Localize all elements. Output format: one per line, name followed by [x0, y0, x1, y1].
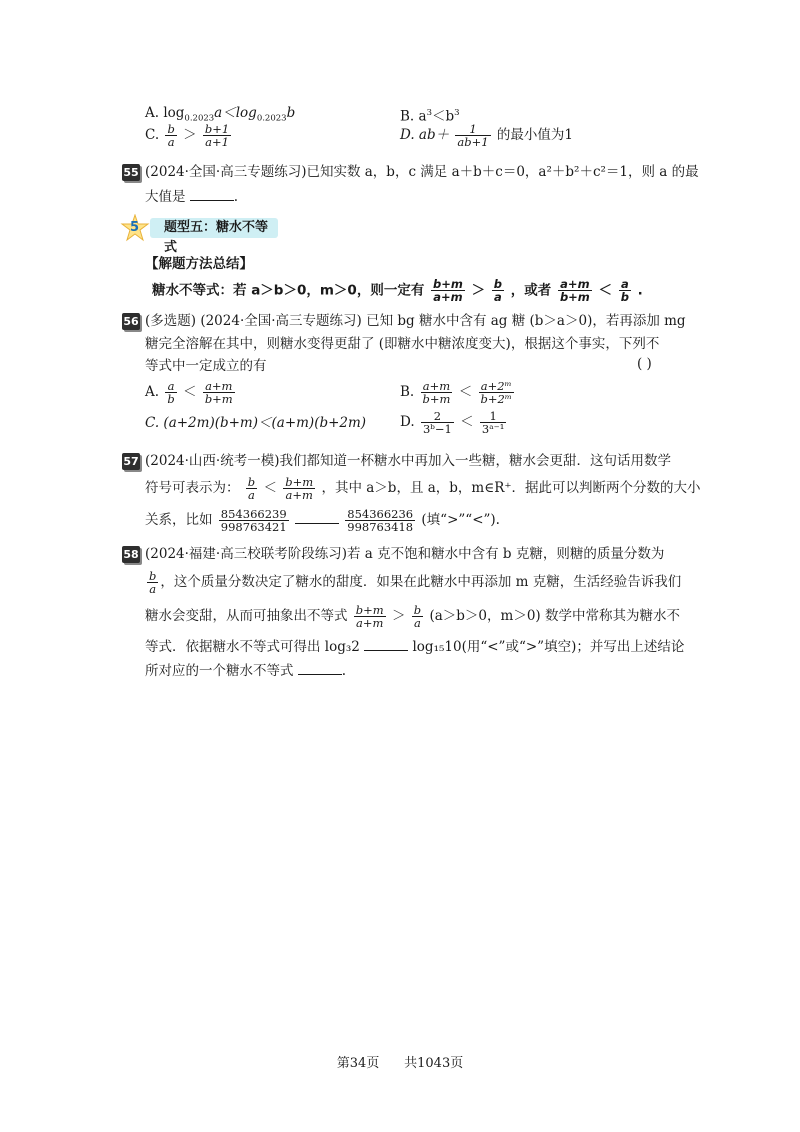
option-d-prev: D. ab＋ $\frac{1}{ab+1}$ 的最小值为1: [400, 122, 573, 149]
option-c-prev: C. $\frac{b}{a}$ ＞ $\frac{b+1}{a+1}$: [145, 122, 230, 149]
question-number-55: 55: [123, 166, 139, 179]
total-pages: 共1043页: [404, 1056, 464, 1071]
fraction: $\frac{b}{a}$: [149, 569, 157, 596]
q56-option-b: B. $\frac{a+m}{b+m}$ ＜ $\frac{\text{a+2ᵐ}}{\text{b+2ᵐ}}$: [400, 379, 512, 406]
q58-line4: 等式．依据糖水不等式可得出 log₃2 log₁₅10(用“<”或“>”填空)；并写出上述结论: [145, 636, 684, 657]
q55-line2: 大值是 .: [145, 186, 238, 207]
answer-blank[interactable]: [298, 660, 342, 675]
section-banner: [120, 214, 280, 255]
q56-option-d: D. $\frac{2}{\text{3ᵇ−1}}$ ＜ $\frac{1}{\text{3ᵃ⁻¹}}$: [400, 409, 505, 436]
fraction: $\frac{b}{a}$: [493, 277, 503, 304]
answer-blank[interactable]: [364, 636, 408, 651]
fraction: $\frac{a}{b}$: [167, 379, 175, 406]
fraction: $\frac{\text{a+2ᵐ}}{\text{b+2ᵐ}}$: [480, 379, 512, 406]
fraction: $\frac{b+1}{a+1}$: [204, 122, 230, 149]
q57-line3: 关系，比如 $\frac{854366239}{998763421}$ $\frac{854366236}{998763418}$ (填“>”“<”).: [145, 507, 500, 534]
q58-line5: 所对应的一个糖水不等式 .: [145, 660, 346, 681]
q56-line3: 等式中一定成立的有: [145, 358, 267, 374]
fraction: $\frac{2}{\text{3ᵇ−1}}$: [422, 409, 452, 436]
answer-paren[interactable]: ( ): [637, 356, 652, 372]
option-a-prev: A. $\log_{0.2023}a<\log_{0.2023}b$: [145, 105, 296, 124]
question-number-56: 56: [123, 315, 139, 328]
page-number: 第34页: [336, 1056, 380, 1071]
q57-line2: 符号可表示为： $\frac{b}{a}$ ＜ $\frac{b+m}{a+m}$ ，其中 a＞b，且 a，b，m∈R⁺．据此可以判断两个分数的大小: [145, 475, 701, 502]
fraction: $\frac{a+m}{b+m}$: [204, 379, 233, 406]
fraction: $\frac{a+m}{b+m}$: [559, 277, 590, 304]
q58-line2: $\frac{b}{a}$ ，这个质量分数决定了糖水的甜度．如果在此糖水中再添加 m 克糖，生活经验告诉我们: [149, 569, 682, 596]
fraction: $\frac{b}{a}$: [167, 122, 175, 149]
q57-line1: (2024·山西·统考一模)我们都知道一杯糖水中再加入一些糖，糖水会更甜．这句话用数学: [145, 453, 671, 469]
fraction: $\frac{b+m}{a+m}$: [433, 277, 463, 304]
fraction: $\frac{b+m}{a+m}$: [285, 475, 314, 502]
fraction: $\frac{b}{a}$: [247, 475, 256, 502]
q56-option-a: A. $\frac{a}{b}$ ＜ $\frac{a+m}{b+m}$: [145, 379, 233, 406]
fraction: $\frac{854366236}{998763418}$: [347, 507, 414, 534]
option-b-prev: B. $a^3<b^3$: [400, 108, 460, 125]
fraction: $\frac{1}{\text{3ᵃ⁻¹}}$: [481, 409, 505, 436]
answer-blank[interactable]: [295, 509, 339, 524]
q56-option-c: C. (a+2m)(b+m)＜(a+m)(b+2m): [145, 415, 367, 431]
fraction: $\frac{854366239}{998763421}$: [220, 507, 287, 534]
page-footer: [0, 1052, 800, 1071]
answer-blank[interactable]: [190, 186, 234, 201]
fraction: $\frac{b}{a}$: [413, 603, 422, 630]
question-number-57: 57: [123, 455, 139, 468]
section-number: 5: [130, 220, 140, 235]
q56-line2: 糖完全溶解在其中，则糖水变得更甜了 (即糖水中糖浓度变大)，根据这个事实，下列不: [145, 336, 660, 352]
q58-line1: (2024·福建·高三校联考阶段练习)若 a 克不饱和糖水中含有 b 克糖，则糖的质量分数为: [145, 546, 665, 562]
question-number-58: 58: [123, 548, 139, 561]
q55-line1: (2024·全国·高三专题练习)已知实数 a，b，c 满足 a＋b＋c＝0，a²＋b²＋c²＝1，则 a 的最: [145, 164, 699, 180]
fraction: $\frac{a+m}{b+m}$: [422, 379, 451, 406]
q58-line3: 糖水会变甜，从而可抽象出不等式 $\frac{b+m}{a+m}$ ＞ $\frac{b}{a}$ (a＞b＞0，m＞0) 数学中常称其为糖水不: [145, 603, 680, 630]
method-heading: 【解题方法总结】: [145, 256, 253, 272]
method-text: 糖水不等式：若 a＞b＞0，m＞0，则一定有 $\frac{b+m}{a+m}$ ＞ $\frac{b}{a}$ ，或者 $\frac{a+m}{b+m}$ ＜ $\frac{a}{b}$ .: [152, 277, 643, 304]
q56-line1: (多选题) (2024·全国·高三专题练习) 已知 bg 糖水中含有 ag 糖 (b＞a＞0)，若再添加 mg: [145, 313, 686, 329]
fraction: $\frac{a}{b}$: [620, 277, 629, 304]
section-title: 题型五：糖水不等式: [150, 218, 278, 238]
fraction: $\frac{1}{ab+1}$: [457, 122, 489, 149]
fraction: $\frac{b+m}{a+m}$: [355, 603, 384, 630]
